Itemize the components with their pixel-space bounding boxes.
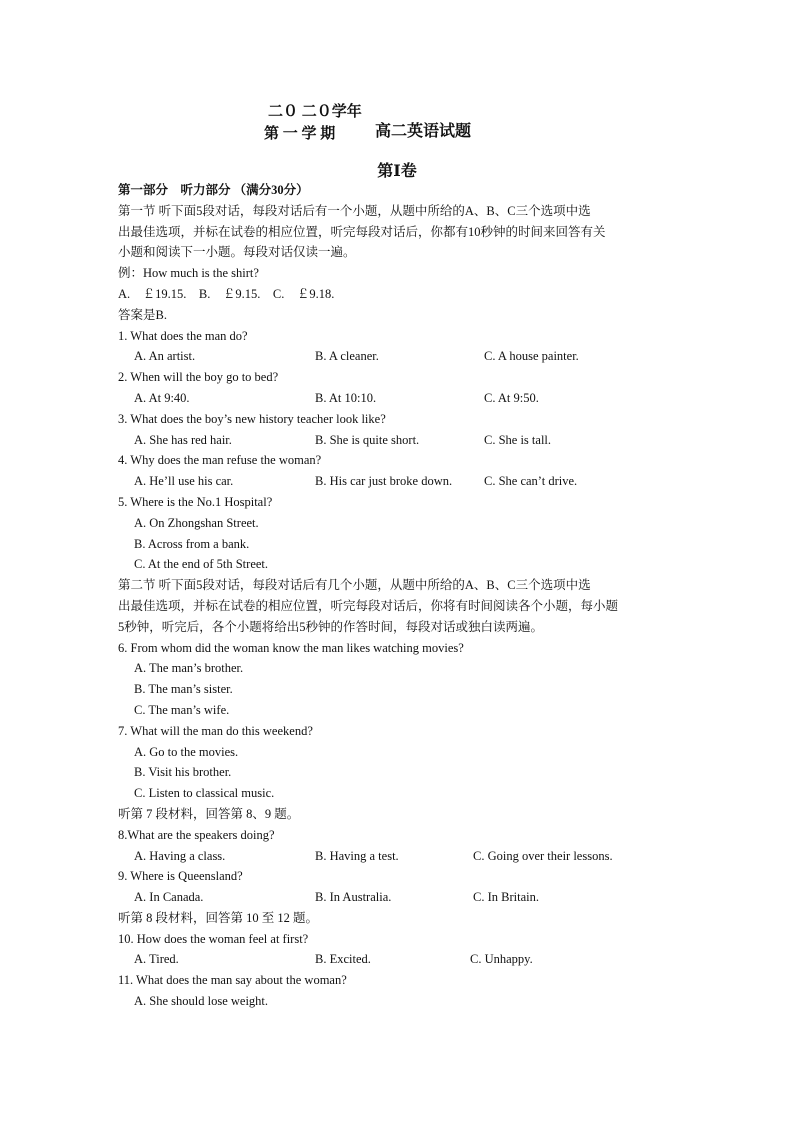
- option-c: C. Going over their lessons.: [473, 848, 613, 863]
- option-b: B. She is quite short.: [315, 432, 420, 447]
- question-3-options: [118, 430, 678, 451]
- option-b: B. Visit his brother.: [134, 765, 232, 780]
- exam-title: 高二英语试题: [375, 123, 472, 140]
- option-b: B. In Australia.: [315, 890, 392, 905]
- option-c: C. At the end of 5th Street.: [134, 557, 269, 572]
- option-a: A. He’ll use his car.: [134, 474, 234, 489]
- question-2: 2. When will the boy go to bed?: [118, 370, 279, 385]
- question-3: 3. What does the boy’s new history teacher look like?: [118, 411, 386, 426]
- option-c: C. Unhappy.: [470, 952, 533, 967]
- option-c: C. At 9:50.: [484, 390, 539, 405]
- section2-instruction-line: 出最佳选项，并标在试卷的相应位置，听完每段对话后，你将有时间阅读各个小题，每小题: [118, 598, 619, 613]
- question-1: 1. What does the man do?: [118, 328, 248, 343]
- option-a: A. In Canada.: [134, 890, 204, 905]
- option-c: C. A house painter.: [484, 349, 579, 364]
- option-c: C. In Britain.: [473, 890, 539, 905]
- audio-note: 听第 8 段材料，回答第 10 至 12 题。: [118, 910, 319, 925]
- option-a: A. On Zhongshan Street.: [134, 515, 259, 530]
- term: 第 一 学 期: [264, 126, 336, 142]
- audio-note: 听第 7 段材料，回答第 8、9 题。: [118, 806, 300, 821]
- option-c: C. Listen to classical music.: [134, 786, 275, 801]
- question-7: 7. What will the man do this weekend?: [118, 723, 313, 738]
- option-a: A. Go to the movies.: [134, 744, 239, 759]
- question-9-options: [118, 887, 678, 908]
- question-4: 4. Why does the man refuse the woman?: [118, 453, 322, 468]
- option-b: B. At 10:10.: [315, 390, 377, 405]
- question-9: 9. Where is Queensland?: [118, 869, 243, 884]
- question-10-options: [118, 949, 678, 970]
- school-year: 二０ 二０学年: [268, 104, 362, 120]
- part-heading: 第一部分 听力部分 （满分30分）: [118, 183, 309, 197]
- section2-instruction-line: 第二节 听下面5段对话，每段对话后有几个小题，从题中所给的A、B、C三个选项中选: [118, 578, 591, 593]
- example-options: A. ￡19.15. B. ￡9.15. C. ￡9.18.: [118, 286, 335, 301]
- question-8: 8.What are the speakers doing?: [118, 827, 275, 842]
- question-5: 5. Where is the No.1 Hospital?: [118, 494, 273, 509]
- section1-instruction-line: 第一节 听下面5段对话，每段对话后有一个小题，从题中所给的A、B、C三个选项中选: [118, 203, 591, 218]
- option-a: A. Having a class.: [134, 848, 226, 863]
- question-2-options: [118, 388, 678, 409]
- question-10: 10. How does the woman feel at first?: [118, 931, 309, 946]
- option-c: C. She can’t drive.: [484, 474, 578, 489]
- section1-instruction-line: 小题和阅读下一小题。每段对话仅读一遍。: [118, 245, 356, 260]
- question-11: 11. What does the man say about the woman?: [118, 973, 347, 988]
- option-b: B. His car just broke down.: [315, 474, 453, 489]
- option-c: C. The man’s wife.: [134, 702, 230, 717]
- option-b: B. A cleaner.: [315, 349, 379, 364]
- example-question: 例：How much is the shirt?: [118, 266, 259, 281]
- option-a: A. Tired.: [134, 952, 179, 967]
- option-c: C. She is tall.: [484, 432, 552, 447]
- example-answer: 答案是B.: [118, 307, 167, 322]
- question-4-options: [118, 471, 678, 492]
- option-a: A. At 9:40.: [134, 390, 190, 405]
- option-a: A. She has red hair.: [134, 432, 232, 447]
- option-b: B. The man’s sister.: [134, 682, 233, 697]
- exam-content: [118, 180, 678, 1012]
- option-b: B. Across from a bank.: [134, 536, 250, 551]
- question-1-options: [118, 346, 678, 367]
- section1-instruction-line: 出最佳选项，并标在试卷的相应位置，听完每段对话后，你都有10秒钟的时间来回答有关: [118, 224, 606, 239]
- option-a: A. The man’s brother.: [134, 661, 244, 676]
- option-b: B. Having a test.: [315, 848, 399, 863]
- option-a: A. She should lose weight.: [134, 994, 269, 1009]
- option-b: B. Excited.: [315, 952, 371, 967]
- question-6: 6. From whom did the woman know the man likes watching movies?: [118, 640, 464, 655]
- option-a: A. An artist.: [134, 349, 196, 364]
- section2-instruction-line: 5秒钟，听完后，各个小题将给出5秒钟的作答时间，每段对话或独白读两遍。: [118, 619, 544, 634]
- question-8-options: [118, 846, 678, 867]
- volume-heading: 第Ⅰ卷: [377, 163, 417, 180]
